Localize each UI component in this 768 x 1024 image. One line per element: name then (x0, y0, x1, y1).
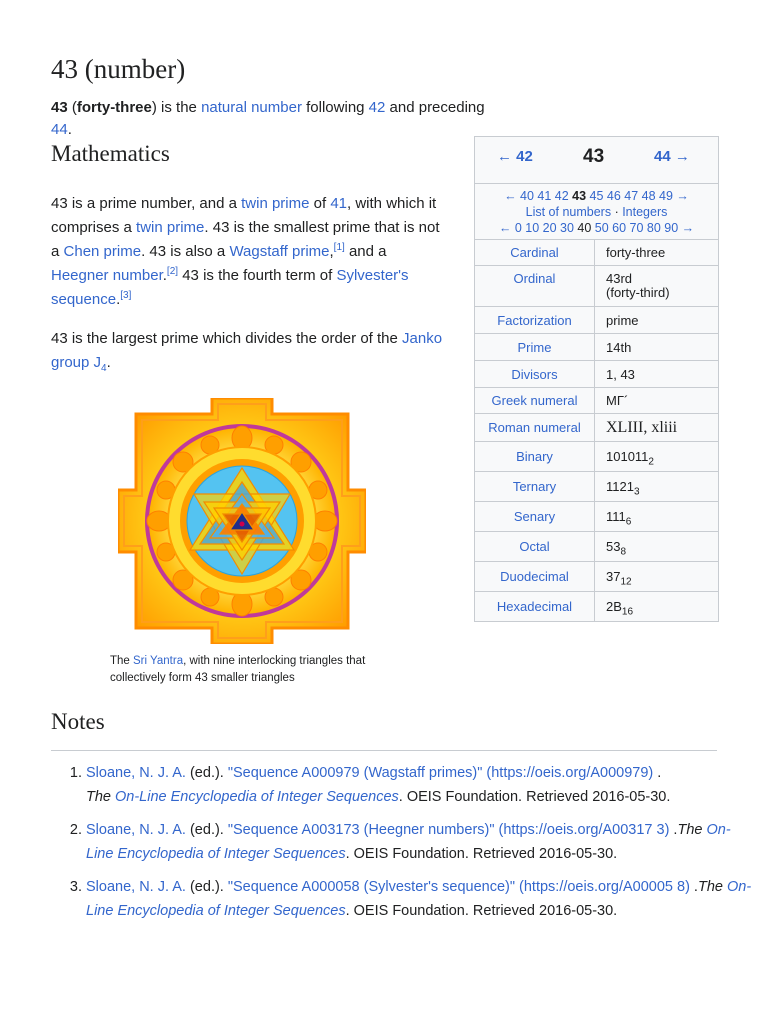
math-paragraph-1 (51, 192, 446, 312)
row-label-octal[interactable]: Octal (475, 532, 595, 562)
row-label-cardinal[interactable]: Cardinal (475, 240, 595, 266)
note-text: (ed.). (185, 765, 228, 781)
nav-numbers-after[interactable]: 45 46 47 48 49 → (586, 189, 689, 203)
row-label-greek-numeral[interactable]: Greek numeral (475, 388, 595, 414)
ref-1[interactable]: [1] (333, 242, 345, 253)
lead-text: ( (67, 99, 77, 116)
row-value-duodecimal (595, 562, 719, 592)
note-text: (ed.). (185, 879, 228, 895)
note-publication-link[interactable]: On-Line Encyclopedia of Integer Sequences (115, 789, 399, 805)
senary-base: 6 (625, 516, 632, 528)
lead-bold-word: forty-three (76, 99, 152, 116)
row-value-octal (595, 532, 719, 562)
para-text: and a (344, 243, 387, 260)
note-text: . (689, 879, 698, 895)
caption-text: , with nine interlocking triangles that collectively form 43 smaller triangles (110, 655, 366, 684)
section-heading-notes: Notes (51, 709, 105, 734)
infobox-row (475, 266, 718, 307)
infobox-row (475, 442, 718, 472)
infobox-row (475, 334, 718, 361)
nav-tens-before[interactable]: ← 0 10 20 30 (498, 221, 578, 235)
ternary-digits: 1121 (606, 479, 634, 494)
notes-list (51, 761, 754, 932)
para-text: . (116, 291, 121, 308)
para-text: . 43 is also a (141, 243, 230, 260)
lead-text: . (67, 121, 72, 138)
infobox-next-link[interactable]: 44 → (654, 148, 690, 165)
infobox-row (475, 307, 718, 334)
link-42[interactable]: 42 (368, 99, 386, 116)
note-author-link[interactable]: Sloane, N. J. A. (86, 879, 186, 895)
infobox-row (475, 562, 718, 592)
infobox-nav (475, 137, 718, 183)
lead-text: ) is the (151, 99, 202, 116)
note-publication-link[interactable]: On-Line Encyclopedia of Integer Sequences (86, 879, 752, 919)
lead-bold-number: 43 (51, 99, 68, 116)
lead-text: and preceding (385, 99, 485, 116)
ref-3[interactable]: [3] (120, 290, 132, 301)
para-text: 43 is a prime number, and a (51, 195, 242, 212)
infobox-row (475, 240, 718, 266)
note-text: . OEIS Foundation. Retrieved 2016-05-30. (345, 903, 618, 919)
row-value-binary (595, 442, 719, 472)
note-title-link[interactable]: "Sequence A003173 (Heegner numbers)" (https://oeis.org/A00317 3) (227, 822, 670, 838)
row-label-factorization[interactable]: Factorization (475, 307, 595, 334)
sri-yantra-image[interactable] (118, 398, 366, 644)
infobox-row (475, 532, 718, 562)
nav-row-2 (475, 204, 718, 220)
infobox-table (475, 239, 718, 621)
page-title: 43 (number) (51, 54, 186, 84)
section-heading-mathematics: Mathematics (51, 141, 170, 166)
section-divider (51, 750, 717, 751)
octal-base: 8 (620, 546, 627, 558)
infobox-row (475, 472, 718, 502)
nav-separator: · (611, 205, 623, 219)
row-value-hexadecimal (595, 592, 719, 621)
ternary-base: 3 (633, 486, 640, 498)
link-sylvesters-sequence[interactable]: Sylvester's sequence (51, 267, 409, 308)
row-label-duodecimal[interactable]: Duodecimal (475, 562, 595, 592)
lead-paragraph (51, 97, 491, 141)
duodecimal-base: 12 (620, 576, 632, 588)
row-label-ordinal[interactable]: Ordinal (475, 266, 595, 307)
row-label-ternary[interactable]: Ternary (475, 472, 595, 502)
infobox-row (475, 414, 718, 442)
row-value-senary (595, 502, 719, 532)
note-text: The (697, 879, 727, 895)
row-label-roman-numeral[interactable]: Roman numeral (475, 414, 595, 442)
nav-tens-current: 40 (577, 221, 592, 235)
janko-subscript: 4 (101, 363, 107, 374)
row-label-senary[interactable]: Senary (475, 502, 595, 532)
infobox-row (475, 502, 718, 532)
row-value-greek-numeral: ΜΓ´ (595, 388, 719, 414)
row-label-hexadecimal[interactable]: Hexadecimal (475, 592, 595, 621)
link-wagstaff-prime[interactable]: Wagstaff prime (229, 243, 330, 260)
duodecimal-digits: 37 (606, 569, 621, 584)
link-heegner-number[interactable]: Heegner number (51, 267, 163, 284)
note-item (86, 875, 754, 923)
hexadecimal-digits: 2B (606, 598, 622, 614)
note-title-link[interactable]: "Sequence A000979 (Wagstaff primes)" (https://oeis.org/A000979) (227, 765, 654, 781)
infobox-number-nav (475, 183, 718, 239)
link-41[interactable]: 41 (330, 195, 348, 212)
ordinal-value-line-1: 43rd (606, 271, 633, 286)
row-label-divisors[interactable]: Divisors (475, 361, 595, 388)
ref-2[interactable]: [2] (166, 266, 179, 277)
note-text: (ed.). (185, 822, 228, 838)
link-integers[interactable]: Integers (622, 205, 668, 219)
link-natural-number[interactable]: natural number (201, 99, 302, 116)
note-publication-link[interactable]: On-Line Encyclopedia of Integer Sequences (86, 822, 731, 862)
row-value-factorization: prime (595, 307, 719, 334)
para-text: of (309, 195, 331, 212)
note-text: . (669, 822, 678, 838)
note-item (86, 818, 754, 866)
bindu (240, 522, 245, 527)
row-label-prime[interactable]: Prime (475, 334, 595, 361)
row-value-cardinal: forty-three (595, 240, 719, 266)
row-value-ordinal (595, 266, 719, 307)
senary-digits: 111 (606, 509, 626, 524)
note-text: The (86, 789, 116, 805)
link-list-of-numbers[interactable]: List of numbers (525, 205, 612, 219)
infobox (474, 136, 719, 622)
para-text: . (106, 354, 111, 371)
para-text: , with which it comprises a (51, 195, 437, 236)
nav-tens-after[interactable]: 50 60 70 80 90 → (591, 221, 695, 235)
note-text: . OEIS Foundation. Retrieved 2016-05-30. (345, 846, 618, 862)
lead-text: following (301, 99, 369, 116)
infobox-current-number: 43 (583, 146, 605, 167)
link-sri-yantra[interactable]: Sri Yantra (133, 655, 184, 667)
note-author-link[interactable]: Sloane, N. J. A. (86, 765, 186, 781)
math-paragraph-2 (51, 327, 446, 375)
link-twin-prime-2[interactable]: twin prime (136, 219, 205, 236)
note-text: . OEIS Foundation. Retrieved 2016-05-30. (398, 789, 671, 805)
para-text: 43 is the largest prime which divides the order of the (51, 330, 403, 347)
row-label-binary[interactable]: Binary (475, 442, 595, 472)
octal-digits: 53 (606, 539, 621, 554)
infobox-row (475, 388, 718, 414)
infobox-prev-link[interactable]: ← 42 (497, 148, 533, 165)
nav-current: 43 (572, 189, 587, 203)
nav-row-3 (475, 220, 718, 236)
note-text: The (677, 822, 707, 838)
para-text: 43 is the fourth term of (178, 267, 337, 284)
nav-numbers-before[interactable]: ← 40 41 42 (504, 189, 573, 203)
para-text: . 43 is the smallest prime that is not a (51, 219, 440, 260)
para-text: . (162, 267, 167, 284)
row-value-roman-numeral: XLIII, xliii (595, 414, 719, 442)
figure-caption (110, 653, 380, 687)
ordinal-value-line-2: (forty-third) (606, 285, 670, 300)
link-chen-prime[interactable]: Chen prime (63, 243, 142, 260)
row-value-prime: 14th (595, 334, 719, 361)
infobox-row (475, 361, 718, 388)
nav-row-1 (475, 188, 718, 204)
note-item (86, 761, 754, 809)
row-value-ternary (595, 472, 719, 502)
hexadecimal-base: 16 (621, 606, 634, 618)
infobox-row (475, 592, 718, 621)
binary-digits: 101011 (606, 449, 649, 464)
note-author-link[interactable]: Sloane, N. J. A. (86, 822, 186, 838)
note-title-link[interactable]: "Sequence A000058 (Sylvester's sequence)" (https://oeis.org/A00005 8) (227, 879, 690, 895)
caption-text: The (110, 655, 134, 667)
link-twin-prime[interactable]: twin prime (241, 195, 310, 212)
para-text: , (329, 243, 334, 260)
binary-base: 2 (648, 456, 654, 468)
janko-text: Janko group J (51, 330, 443, 371)
link-44[interactable]: 44 (51, 121, 68, 138)
row-value-divisors: 1, 43 (595, 361, 719, 388)
note-text: . (653, 765, 662, 781)
